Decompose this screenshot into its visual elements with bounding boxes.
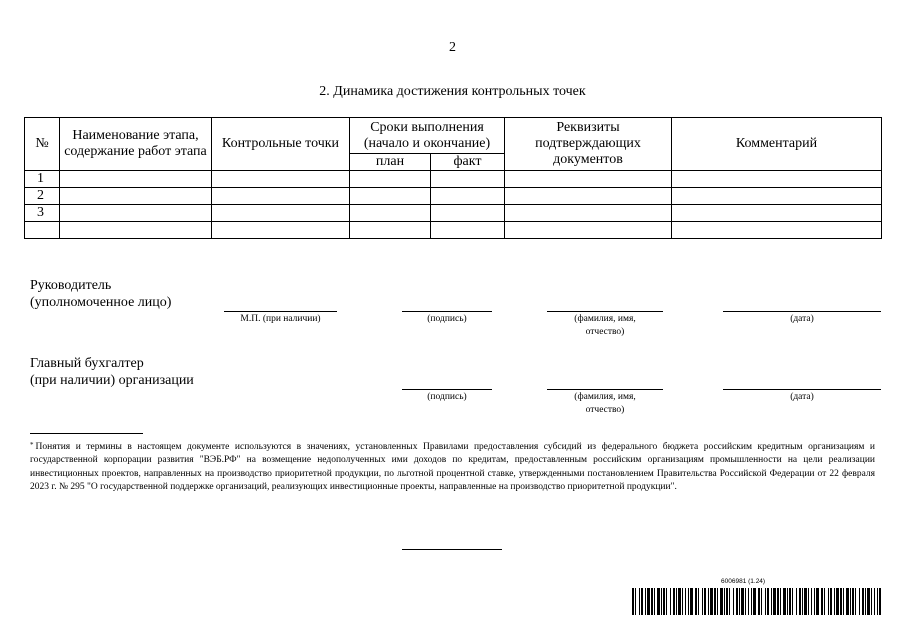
accountant-label-line2: (при наличии) организации [30,373,194,388]
table-cell[interactable] [212,205,350,222]
checkpoints-table [24,117,882,239]
header-documents: Реквизиты подтверждающих документов [505,118,672,171]
accountant-name-caption-line1: (фамилия, имя, [574,392,636,402]
table-cell[interactable] [212,171,350,188]
table-cell[interactable] [60,188,212,205]
table-cell[interactable] [672,222,882,239]
table-cell[interactable] [431,171,505,188]
accountant-signature-line [402,389,492,390]
header-fact: факт [431,154,505,171]
barcode-label: 6006981 (1.24) [721,578,766,585]
accountant-label [30,355,194,389]
accountant-label-line1: Главный бухгалтер [30,356,144,371]
footnote-text: Понятия и термины в настоящем документе используются в значениях, установленных Правилами предоставления субсидий из федерального бюджета российским кредитным организациям и государственной корпорации развития "ВЭБ.РФ" на возмещение недополученных ими доходов по кредитам, предоставленным российским организациям промышленности на цели реализации инвестиционных проектов, направленных на производство приоритетной продукции, по льготной процентной ставке, утвержденными постановлением Правительства Российской Федерации от 22 февраля 2023 г. № 295 "О государственной поддержке организаций, реализующих инвестиционные проекты, направленные на производство приоритетной продукции". [30,442,875,493]
header-checkpoints: Контрольные точки [212,118,350,171]
table-cell[interactable] [431,205,505,222]
table-cell[interactable] [350,188,431,205]
head-signature-line [402,311,492,312]
table-row [25,205,882,222]
head-date-line [723,311,881,312]
head-name-line [547,311,663,312]
table-cell[interactable] [505,205,672,222]
table-cell[interactable] [672,171,882,188]
header-stage-name: Наименование этапа, содержание работ этапа [60,118,212,171]
row-number [25,222,60,239]
accountant-signature-caption: (подпись) [427,392,467,402]
footnote-marker: * [30,441,34,449]
barcode-image [632,588,881,615]
table-cell[interactable] [431,188,505,205]
head-name-caption [547,313,663,339]
footnote [30,441,875,495]
footnote-separator [30,433,143,434]
row-number: 2 [25,188,60,205]
table-row [25,222,882,239]
header-number: № [25,118,60,171]
table-cell[interactable] [350,222,431,239]
header-plan: план [350,154,431,171]
accountant-name-line [547,389,663,390]
head-label-line1: Руководитель [30,278,112,293]
stamp-line [224,311,337,312]
table-cell[interactable] [212,188,350,205]
table-cell[interactable] [505,222,672,239]
header-deadlines: Сроки выполнения (начало и окончание) [350,118,505,154]
table-cell[interactable] [350,205,431,222]
table-cell[interactable] [60,171,212,188]
row-number: 1 [25,171,60,188]
bottom-rule [402,549,502,550]
table-cell[interactable] [60,205,212,222]
head-signature-caption: (подпись) [427,314,467,324]
accountant-date-caption: (дата) [790,392,814,402]
accountant-name-caption-line2: отчество) [585,405,625,415]
head-name-caption-line1: (фамилия, имя, [574,314,636,324]
table-cell[interactable] [505,188,672,205]
table-row [25,188,882,205]
header-comment: Комментарий [672,118,882,171]
table-cell[interactable] [350,171,431,188]
page-number: 2 [449,40,456,55]
table-cell[interactable] [212,222,350,239]
table-cell[interactable] [672,205,882,222]
table-cell[interactable] [672,188,882,205]
head-label-line2: (уполномоченное лицо) [30,295,172,310]
accountant-date-line [723,389,881,390]
table-row [25,171,882,188]
table-cell[interactable] [431,222,505,239]
table-cell[interactable] [60,222,212,239]
stamp-caption: М.П. (при наличии) [240,314,321,324]
head-label [30,277,171,311]
section-title: 2. Динамика достижения контрольных точек [319,84,586,99]
head-name-caption-line2: отчество) [585,327,625,337]
accountant-name-caption [547,391,663,417]
head-date-caption: (дата) [790,314,814,324]
table-cell[interactable] [505,171,672,188]
row-number: 3 [25,205,60,222]
